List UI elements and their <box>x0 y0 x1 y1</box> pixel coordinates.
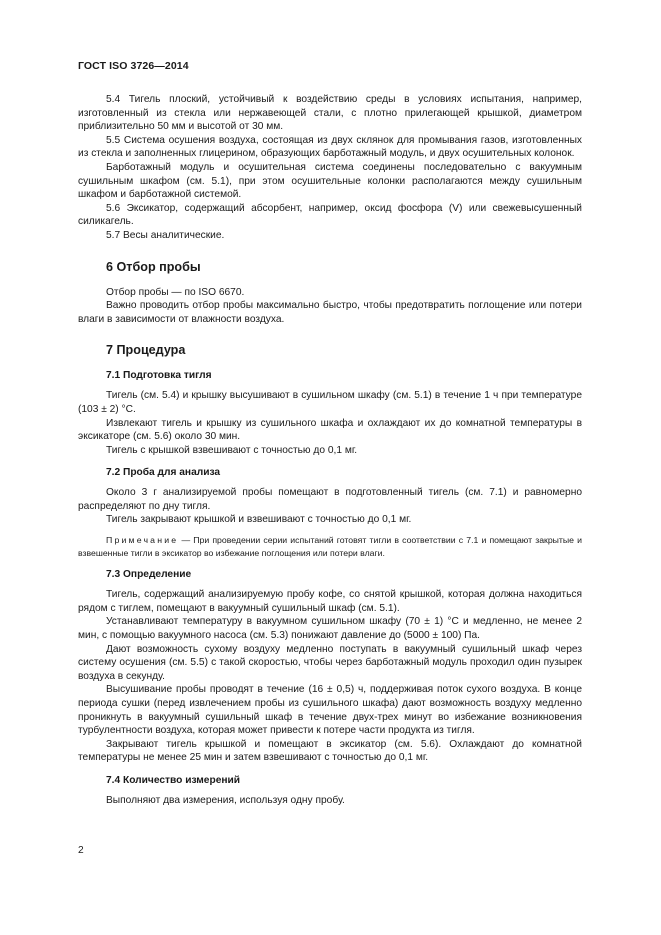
note-paragraph <box>78 534 582 559</box>
note-text: — При проведении серии испытаний готовят тигли в соответствии с 7.1 и помещают закрытые и взвешенные тигли в эксикатор во избежание поглощения или потери влаги. <box>78 535 582 558</box>
body-paragraph: Извлекают тигель и крышку из сушильного шкафа и охлаждают их до комнатной температуры в эксикаторе (см. 5.6) около 30 мин. <box>78 417 582 443</box>
body-paragraph: Около 3 г анализируемой пробы помещают в подготовленный тигель (см. 7.1) и равномерно распределяют по дну тигля. <box>78 487 582 512</box>
subsection-heading: 7.4 Количество измерений <box>106 774 241 786</box>
body-paragraph: Дают возможность сухому воздуху медленно поступать в вакуумный сушильный шкаф через систему осушения (см. 5.5) с такой скоростью, чтобы через барботажный модуль проходил один пузырек воздуха в секунду. <box>78 643 582 682</box>
subsection-heading: 7.2 Проба для анализа <box>106 467 221 479</box>
body-paragraph: Устанавливают температуру в вакуумном сушильном шкафу (70 ± 1) °С и медленно, не менее 2 мин, с помощью вакуумного насоса (см. 5.3) понижают давление до (5000 ± 100) Па. <box>78 616 582 642</box>
section-heading: 6 Отбор пробы <box>106 259 201 274</box>
body-paragraph: 5.4 Тигель плоский, устойчивый к воздействию среды в условиях испытания, например, изготовленный из стекла или нержавеющей стали, с плотно прилегающей крышкой, диаметром приблизительно 50 мм и высотой от 30 мм. <box>78 94 582 133</box>
body-paragraph: Выполняют два измерения, используя одну пробу. <box>106 794 345 806</box>
body-paragraph: Отбор пробы — по ISO 6670. <box>106 286 245 298</box>
body-paragraph: 5.7 Весы аналитические. <box>106 229 225 241</box>
body-paragraph: Барботажный модуль и осушительная система соединены последовательно с вакуумным сушильным шкафом (см. 5.1), при этом осушительные колонки располагаются между сушильным шкафом и барботажной системой. <box>78 161 582 201</box>
note-label: Примечание <box>106 535 179 546</box>
body-paragraph: Тигель закрывают крышкой и взвешивают с точностью до 0,1 мг. <box>106 514 412 526</box>
document-body <box>78 93 582 808</box>
body-paragraph: 5.6 Эксикатор, содержащий абсорбент, например, оксид фосфора (V) или свежевысушенный силикагель. <box>78 202 582 228</box>
body-paragraph: Закрывают тигель крышкой и помещают в эксикатор (см. 5.6). Охлаждают до комнатной температуры не менее 25 мин и затем взвешивают с точностью до 0,1 мг. <box>78 738 582 764</box>
body-paragraph: Важно проводить отбор пробы максимально быстро, чтобы предотвратить поглощение или потери влаги в зависимости от влажности воздуха. <box>78 300 582 325</box>
body-paragraph: Тигель (см. 5.4) и крышку высушивают в сушильном шкафу (см. 5.1) в течение 1 ч при температуре (103 ± 2) °С. <box>78 390 582 415</box>
body-paragraph: Высушивание пробы проводят в течение (16 ± 0,5) ч, поддерживая поток сухого воздуха. В конце периода сушки (перед извлечением пробы из сушильного шкафа) дают возможность воздуху медленно проникнуть в вакуумный сушильный шкаф в течение двух-трех минут во избежание возникновения турбулентности воздуха, которая может привести к потере части продукта из тигля. <box>78 684 582 737</box>
subsection-heading: 7.1 Подготовка тигля <box>106 370 212 382</box>
body-paragraph: Тигель, содержащий анализируемую пробу кофе, со снятой крышкой, которая должна находиться рядом с тиглем, помещают в вакуумный сушильный шкаф (см. 5.1). <box>78 589 582 614</box>
page-number: 2 <box>78 845 84 856</box>
body-paragraph: 5.5 Система осушения воздуха, состоящая из двух склянок для промывания газов, изготовленных из стекла и заполненных глицерином, образующих барботажный модуль, и двух осушительных колонок. <box>78 134 582 160</box>
section-heading: 7 Процедура <box>106 343 186 358</box>
document-header: ГОСТ ISO 3726—2014 <box>78 60 189 72</box>
subsection-heading: 7.3 Определение <box>106 569 192 581</box>
body-paragraph: Тигель с крышкой взвешивают с точностью до 0,1 мг. <box>106 444 358 456</box>
